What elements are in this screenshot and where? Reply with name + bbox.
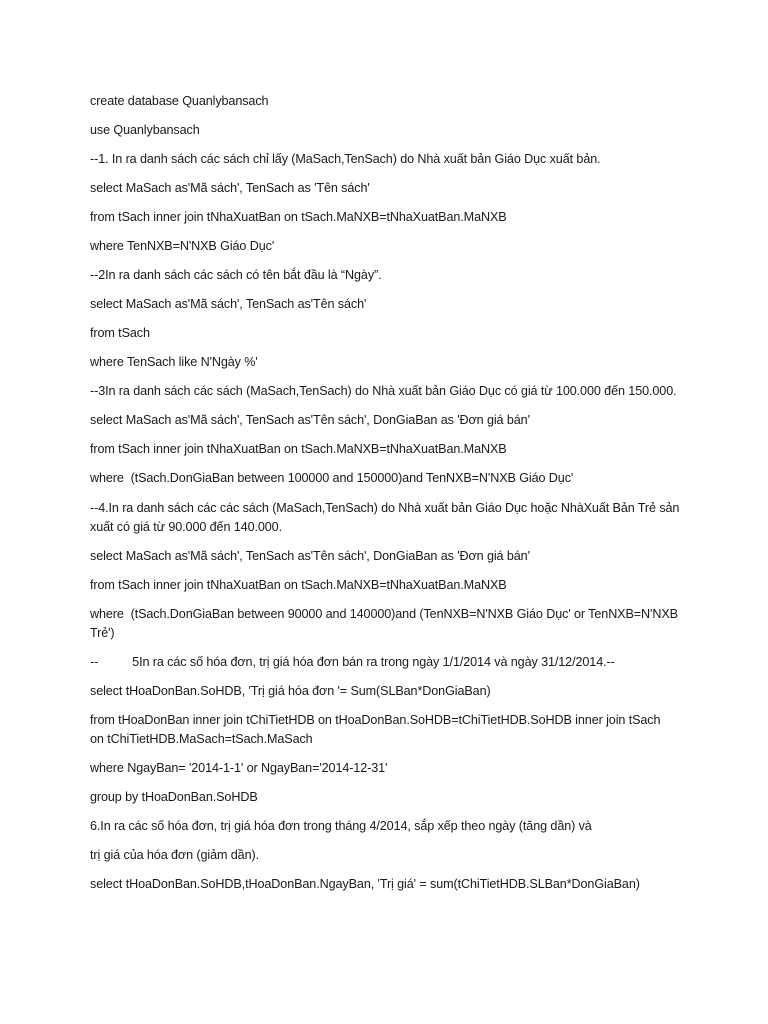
text-line-16: xuất có giá từ 90.000 đến 140.000.	[90, 520, 282, 534]
text-line-7: --2In ra danh sách các sách có tên bắt đầu là “Ngày”.	[90, 268, 382, 282]
text-line-21: -- 5In ra các số hóa đơn, trị giá hóa đơn bán ra trong ngày 1/1/2014 và ngày 31/12/2014.--	[90, 655, 615, 669]
text-line-8: select MaSach as'Mã sách', TenSach as'Tên sách'	[90, 297, 367, 311]
text-line-4: select MaSach as'Mã sách', TenSach as 'Tên sách'	[90, 181, 370, 195]
text-line-17: select MaSach as'Mã sách', TenSach as'Tên sách', DonGiaBan as 'Đơn giá bán'	[90, 549, 530, 563]
text-line-29: select tHoaDonBan.SoHDB,tHoaDonBan.NgayBan, 'Trị giá' = sum(tChiTietHDB.SLBan*DonGiaBan)	[90, 877, 640, 891]
text-line-9: from tSach	[90, 326, 150, 340]
text-line-14: where (tSach.DonGiaBan between 100000 and 150000)and TenNXB=N'NXB Giáo Dục'	[90, 471, 574, 485]
text-line-25: where NgayBan= '2014-1-1' or NgayBan='2014-12-31'	[90, 761, 388, 775]
text-line-24: on tChiTietHDB.MaSach=tSach.MaSach	[90, 732, 313, 746]
text-line-13: from tSach inner join tNhaXuatBan on tSach.MaNXB=tNhaXuatBan.MaNXB	[90, 442, 507, 456]
text-line-10: where TenSach like N'Ngày %'	[90, 355, 258, 369]
text-line-28: trị giá của hóa đơn (giảm dần).	[90, 848, 259, 862]
text-line-11: --3In ra danh sách các sách (MaSach,TenSach) do Nhà xuất bản Giáo Dục có giá từ 100.000 đến 150.000.	[90, 384, 677, 398]
text-line-15: --4.In ra danh sách các các sách (MaSach,TenSach) do Nhà xuất bản Giáo Dục hoặc NhàXuất Bản Trẻ sản	[90, 501, 680, 515]
text-line-23: from tHoaDonBan inner join tChiTietHDB on tHoaDonBan.SoHDB=tChiTietHDB.SoHDB inner join tSach	[90, 713, 661, 727]
text-line-1: create database Quanlybansach	[90, 94, 269, 108]
text-line-27: 6.In ra các số hóa đơn, trị giá hóa đơn trong tháng 4/2014, sắp xếp theo ngày (tăng dần) và	[90, 819, 592, 833]
text-line-2: use Quanlybansach	[90, 123, 200, 137]
text-line-20: Trẻ')	[90, 626, 115, 640]
text-line-18: from tSach inner join tNhaXuatBan on tSach.MaNXB=tNhaXuatBan.MaNXB	[90, 578, 507, 592]
text-line-12: select MaSach as'Mã sách', TenSach as'Tên sách', DonGiaBan as 'Đơn giá bán'	[90, 413, 530, 427]
text-line-3: --1. In ra danh sách các sách chỉ lấy (MaSach,TenSach) do Nhà xuất bản Giáo Dục xuất bản.	[90, 152, 601, 166]
text-line-19: where (tSach.DonGiaBan between 90000 and 140000)and (TenNXB=N'NXB Giáo Dục' or TenNXB=N'NXB	[90, 607, 678, 621]
text-line-5: from tSach inner join tNhaXuatBan on tSach.MaNXB=tNhaXuatBan.MaNXB	[90, 210, 507, 224]
text-line-22: select tHoaDonBan.SoHDB, 'Trị giá hóa đơn '= Sum(SLBan*DonGiaBan)	[90, 684, 491, 698]
text-line-26: group by tHoaDonBan.SoHDB	[90, 790, 258, 804]
text-line-6: where TenNXB=N'NXB Giáo Dục'	[90, 239, 275, 253]
